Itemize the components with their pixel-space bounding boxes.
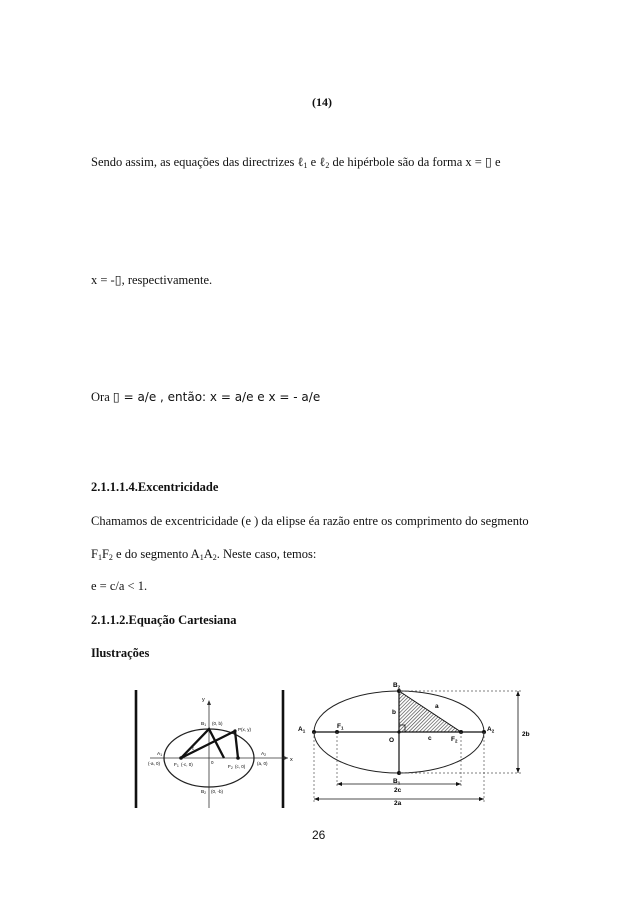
shaded-triangle [399,691,461,732]
b1-coord: (0, b) [212,721,223,726]
two-a-label: 2a [394,800,402,806]
directrix-paragraph [91,154,501,170]
a1-coord: (-a, 0) [148,761,161,766]
o-point [397,730,400,733]
focus-f1-point [179,756,183,760]
focal-radius-p [181,731,238,758]
f1-label: $F_1$ [174,763,179,768]
x-axis-arrow-icon [284,756,288,760]
arrow-icon [479,797,484,801]
f1-coord: (-c, 0) [181,762,193,767]
section-heading-excentricidade: 2.1.1.1.4.Excentricidade [91,480,219,494]
a-letter: A [203,547,213,561]
a1-label: $A_1$ [157,752,162,757]
illustrations-heading: Ilustrações [91,646,150,660]
ellipse-dimensions-figure [296,678,548,806]
a2-sub: 2 [212,553,217,562]
a2-coord: (a, 0) [257,761,268,766]
b2-label: $B_2$ [393,682,401,690]
f-letter: F [91,547,98,561]
l2-sub: 2 [325,161,330,170]
missing-glyph: ▯ [484,155,492,169]
page-number: 26 [312,828,326,842]
f2-sub: 2 [108,553,113,562]
f2-label: $F_2$ [451,736,458,744]
ellipse-foci-figure [130,690,298,810]
b2-coord: (0, -b) [211,789,224,794]
a2-label: $A_2$ [261,752,266,757]
b1-label: $B_1$ [201,722,206,727]
para1-prefix: Sendo assim, as equações das directrizes [91,155,298,169]
para1-tail: e [491,155,501,169]
f-letter: F [101,547,109,561]
arrow-icon [516,768,520,773]
section-heading-cartesian: 2.1.1.2.Equação Cartesiana [91,613,237,627]
x-axis-label: x [290,757,293,763]
focus-f2-point [236,756,240,760]
two-b-label: 2b [522,731,530,738]
arrow-icon [516,691,520,696]
origin-label: 0 [211,760,214,765]
y-axis-label: y [202,697,205,703]
a1-label: $A_1$ [298,726,306,734]
b2-label: $B_2$ [201,790,206,795]
f2-label: $F_2$ [228,765,233,770]
y-axis-arrow-icon [207,700,211,705]
equation-number: (14) [312,95,332,109]
a1-sub: 1 [199,553,204,562]
f1-sub: 1 [97,553,102,562]
b1-label: $B_1$ [393,778,401,786]
f2-coord: (c, 0) [235,764,246,769]
l2-symbol: ℓ [319,155,326,169]
arrow-icon [314,797,319,801]
f1-label: $F_1$ [337,723,344,731]
b-label: b [392,709,396,716]
c-label: c [428,735,432,742]
c-label: c [192,746,195,751]
para1-mid: e [307,155,320,169]
respectively-line: x = -▯, respectivamente. [91,273,213,287]
segment-line [91,547,316,562]
missing-glyph: ▯ [112,390,120,404]
a2-label: $A_2$ [487,726,495,734]
excentricity-paragraph: Chamamos de excentricidade (e ) da elipse éa razão entre os comprimento do segmento [91,514,529,528]
arrow-icon [337,782,342,786]
ora-line [91,389,320,405]
arrow-icon [456,782,461,786]
a-label: a [435,703,439,710]
ora-formula: = a/e , então: x = a/e e x = - a/e [119,390,321,404]
ora-lead: Ora [91,390,113,404]
l1-symbol: ℓ [297,155,304,169]
segment-text: e do segmento A [112,547,200,561]
two-c-label: 2c [394,787,402,794]
para1-suffix: de hipérbole são da forma x = [329,155,485,169]
l1-sub: 1 [303,161,308,170]
p-label: P(x, y) [238,727,251,732]
segment-tail: . Neste caso, temos: [216,547,317,561]
point-p [233,729,236,732]
eccentricity-inequality: e = c/a < 1. [91,579,148,593]
o-label: O [389,737,395,744]
